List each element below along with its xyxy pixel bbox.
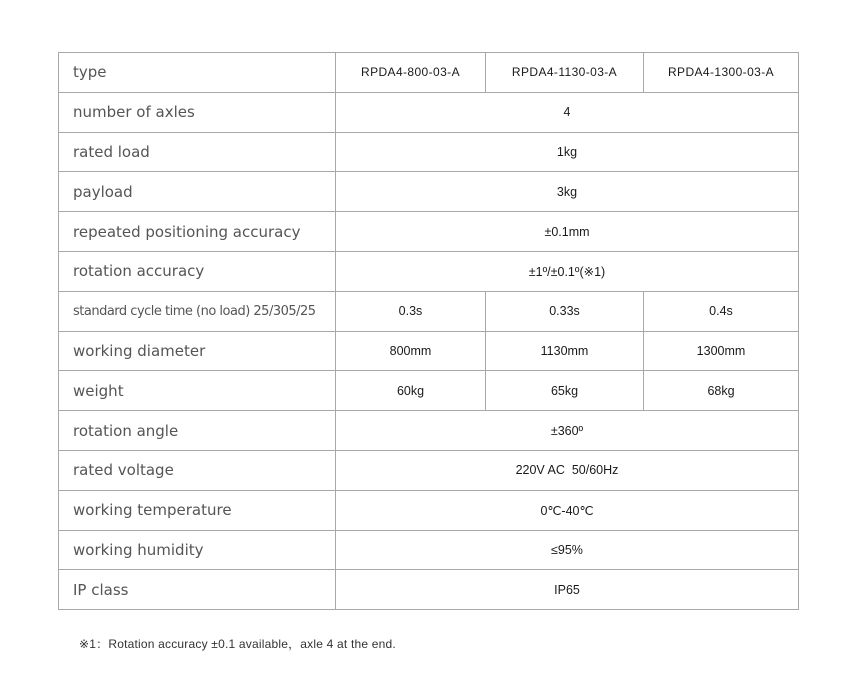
- row-label: number of axles: [59, 92, 336, 132]
- row-label: rated load: [59, 132, 336, 172]
- table-row-number-of-axles: [59, 92, 799, 132]
- row-value: 0℃-40℃: [336, 490, 799, 530]
- row-label: weight: [59, 371, 336, 411]
- table-row-ip-class: [59, 570, 799, 610]
- table-row-rated-load: [59, 132, 799, 172]
- row-value: ≤95%: [336, 530, 799, 570]
- row-label: working humidity: [59, 530, 336, 570]
- table-row-rotation-accuracy: [59, 251, 799, 291]
- table-row-rated-voltage: [59, 450, 799, 490]
- row-value: ±0.1mm: [336, 212, 799, 252]
- row-value: 65kg: [486, 371, 644, 411]
- table-row-weight: [59, 371, 799, 411]
- row-value: 1300mm: [644, 331, 799, 371]
- row-label: rotation angle: [59, 411, 336, 451]
- row-label: working diameter: [59, 331, 336, 371]
- row-value: ±360º: [336, 411, 799, 451]
- row-label: rated voltage: [59, 450, 336, 490]
- row-value: 4: [336, 92, 799, 132]
- table-row-working-humidity: [59, 530, 799, 570]
- spec-table: [58, 52, 799, 610]
- row-label-type: type: [59, 53, 336, 93]
- row-value: 68kg: [644, 371, 799, 411]
- row-label: working temperature: [59, 490, 336, 530]
- row-value: ±1º/±0.1º(※1): [336, 251, 799, 291]
- model-name: RPDA4-1300-03-A: [644, 53, 799, 93]
- row-label: standard cycle time (no load) 25/305/25: [59, 291, 336, 331]
- row-label: repeated positioning accuracy: [59, 212, 336, 252]
- model-name: RPDA4-1130-03-A: [486, 53, 644, 93]
- table-row-type: [59, 53, 799, 93]
- table-row-working-temperature: [59, 490, 799, 530]
- row-value: 0.33s: [486, 291, 644, 331]
- row-label: rotation accuracy: [59, 251, 336, 291]
- row-value: 0.4s: [644, 291, 799, 331]
- row-value: 60kg: [336, 371, 486, 411]
- row-value: 3kg: [336, 172, 799, 212]
- table-row-repeated-positioning-accuracy: [59, 212, 799, 252]
- row-value: 1kg: [336, 132, 799, 172]
- table-row-rotation-angle: [59, 411, 799, 451]
- row-value: 800mm: [336, 331, 486, 371]
- row-value: 220V AC 50/60Hz: [336, 450, 799, 490]
- model-name: RPDA4-800-03-A: [336, 53, 486, 93]
- table-row-working-diameter: [59, 331, 799, 371]
- table-row-standard-cycle-time: [59, 291, 799, 331]
- table-row-payload: [59, 172, 799, 212]
- row-value: 1130mm: [486, 331, 644, 371]
- row-label: payload: [59, 172, 336, 212]
- row-label: IP class: [59, 570, 336, 610]
- row-value: 0.3s: [336, 291, 486, 331]
- footnote: ※1：Rotation accuracy ±0.1 available，axle 4 at the end.: [79, 637, 396, 651]
- row-value: IP65: [336, 570, 799, 610]
